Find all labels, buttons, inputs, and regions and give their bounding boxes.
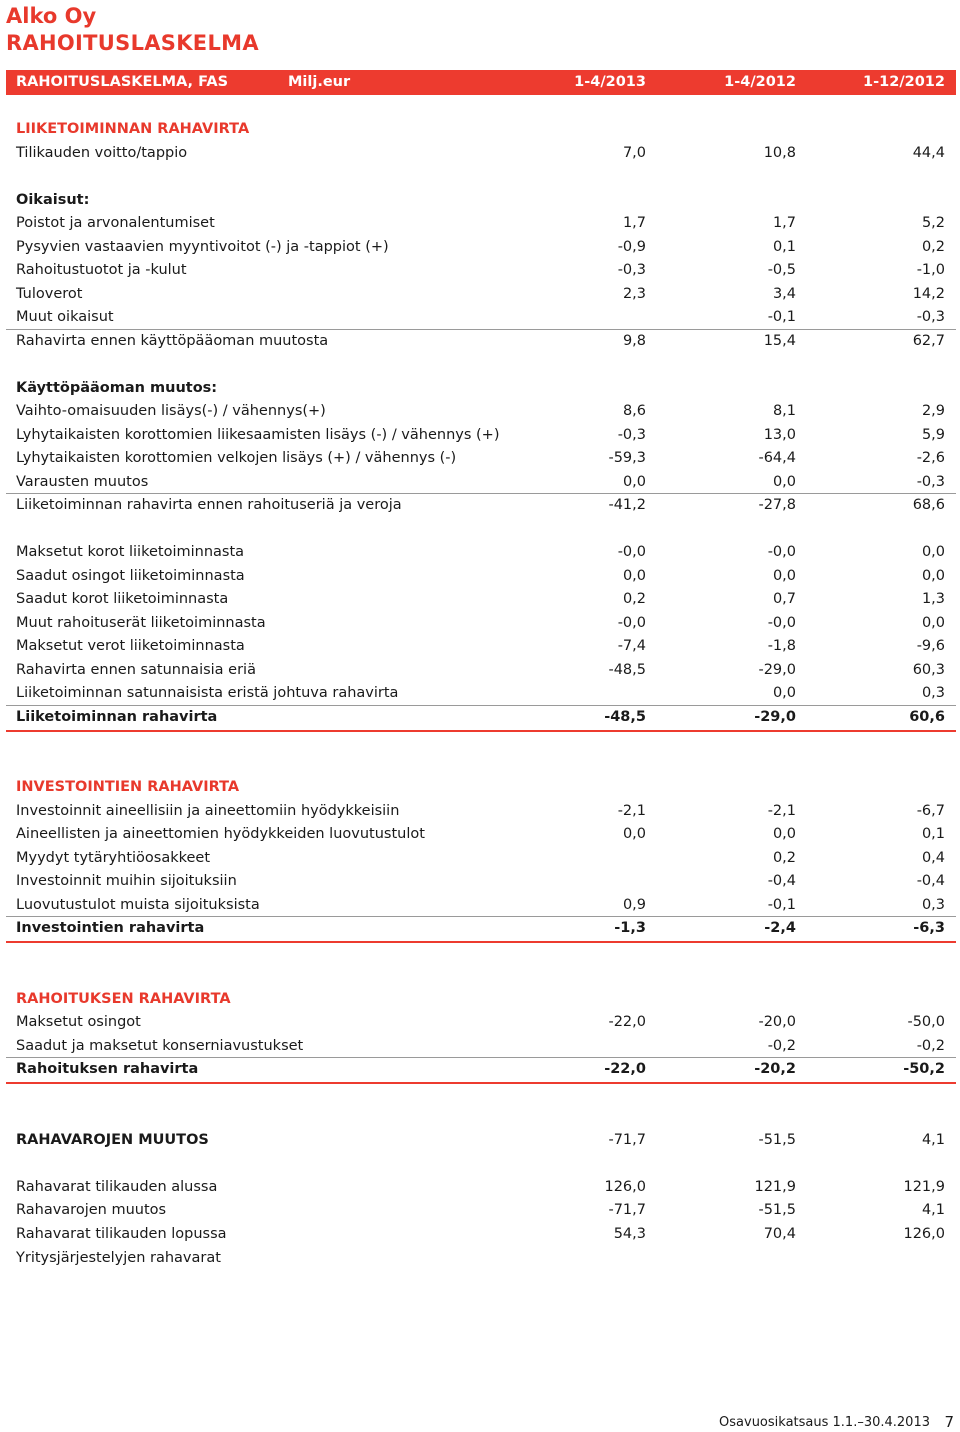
table-row: Investoinnit muihin sijoituksiin -0,4 -0,4 [16,873,945,889]
table-row: Saadut korot liiketoiminnasta 0,2 0,7 1,3 [16,591,945,607]
total-underline [6,941,956,943]
company-name: Alko Oy [6,4,97,28]
table-row: Rahavirta ennen satunnaisia eriä -48,5 -29,0 60,3 [16,662,945,678]
table-row: Muut oikaisut -0,1 -0,3 [16,309,945,325]
page-title: RAHOITUSLASKELMA [6,31,259,55]
table-row: Maksetut osingot -22,0 -20,0 -50,0 [16,1014,945,1030]
table-row: Varausten muutos 0,0 0,0 -0,3 [16,474,945,490]
table-row: Lyhytaikaisten korottomien velkojen lisäys (+) / vähennys (-) -59,3 -64,4 -2,6 [16,450,945,466]
row-divider [6,705,956,706]
row-divider [6,1057,956,1058]
total-row-investing: Investointien rahavirta -1,3 -2,4 -6,3 [16,920,945,936]
footer-text: Osavuosikatsaus 1.1.–30.4.2013 [719,1415,930,1430]
table-row: Vaihto-omaisuuden lisäys(-) / vähennys(+) 8,6 8,1 2,9 [16,403,945,419]
table-row: Rahavarat tilikauden lopussa 54,3 70,4 126,0 [16,1226,945,1242]
row-divider [6,493,956,494]
table-row: Liiketoiminnan satunnaisista eristä johtuva rahavirta 0,0 0,3 [16,685,945,701]
cash-change-heading-row: RAHAVAROJEN MUUTOS -71,7 -51,5 4,1 [16,1132,945,1148]
table-row: Luovutustulot muista sijoituksista 0,9 -0,1 0,3 [16,897,945,913]
table-row: Yritysjärjestelyjen rahavarat [16,1250,221,1266]
table-row: Poistot ja arvonalentumiset 1,7 1,7 5,2 [16,215,945,231]
total-row-financing: Rahoituksen rahavirta -22,0 -20,2 -50,2 [16,1061,945,1077]
header-col-3: 1-12/2012 [863,74,945,90]
table-row: Rahoitustuotot ja -kulut -0,3 -0,5 -1,0 [16,262,945,278]
header-unit: Milj.eur [288,74,351,90]
section-heading-operating: LIIKETOIMINNAN RAHAVIRTA [16,121,250,137]
table-row: Maksetut korot liiketoiminnasta -0,0 -0,0 0,0 [16,544,945,560]
table-row: Muut rahoituserät liiketoiminnasta -0,0 -0,0 0,0 [16,615,945,631]
subtotal-row: Rahavirta ennen käyttöpääoman muutosta 9,8 15,4 62,7 [16,333,945,349]
table-row: Tilikauden voitto/tappio 7,0 10,8 44,4 [16,145,945,161]
table-row: Rahavarojen muutos -71,7 -51,5 4,1 [16,1202,945,1218]
total-underline [6,1082,956,1084]
total-underline [6,730,956,732]
table-row: Maksetut verot liiketoiminnasta -7,4 -1,8 -9,6 [16,638,945,654]
table-row: Aineellisten ja aineettomien hyödykkeiden luovutustulot 0,0 0,0 0,1 [16,826,945,842]
table-row: Investoinnit aineellisiin ja aineettomiin hyödykkeisiin -2,1 -2,1 -6,7 [16,803,945,819]
section-heading-investing: INVESTOINTIEN RAHAVIRTA [16,779,240,795]
table-row: Tuloverot 2,3 3,4 14,2 [16,286,945,302]
table-row: Saadut ja maksetut konserniavustukset -0,2 -0,2 [16,1038,945,1054]
total-row-operating: Liiketoiminnan rahavirta -48,5 -29,0 60,6 [16,709,945,725]
row-divider [6,916,956,917]
header-col-1: 1-4/2013 [574,74,646,90]
header-col-2: 1-4/2012 [724,74,796,90]
table-header [6,70,956,95]
section-heading-working-capital: Käyttöpääoman muutos: [16,380,218,396]
subtotal-row: Liiketoiminnan rahavirta ennen rahoituseriä ja veroja -41,2 -27,8 68,6 [16,497,945,513]
table-row: Saadut osingot liiketoiminnasta 0,0 0,0 0,0 [16,568,945,584]
section-heading-adjustments: Oikaisut: [16,192,90,208]
header-label: RAHOITUSLASKELMA, FAS [16,74,229,90]
table-row: Pysyvien vastaavien myyntivoitot (-) ja -tappiot (+) -0,9 0,1 0,2 [16,239,945,255]
row-divider [6,329,956,330]
table-row: Lyhytaikaisten korottomien liikesaamisten lisäys (-) / vähennys (+) -0,3 13,0 5,9 [16,427,945,443]
table-row: Myydyt tytäryhtiöosakkeet 0,2 0,4 [16,850,945,866]
section-heading-financing: RAHOITUKSEN RAHAVIRTA [16,991,231,1007]
page-number: 7 [944,1413,954,1431]
table-row: Rahavarat tilikauden alussa 126,0 121,9 121,9 [16,1179,945,1195]
